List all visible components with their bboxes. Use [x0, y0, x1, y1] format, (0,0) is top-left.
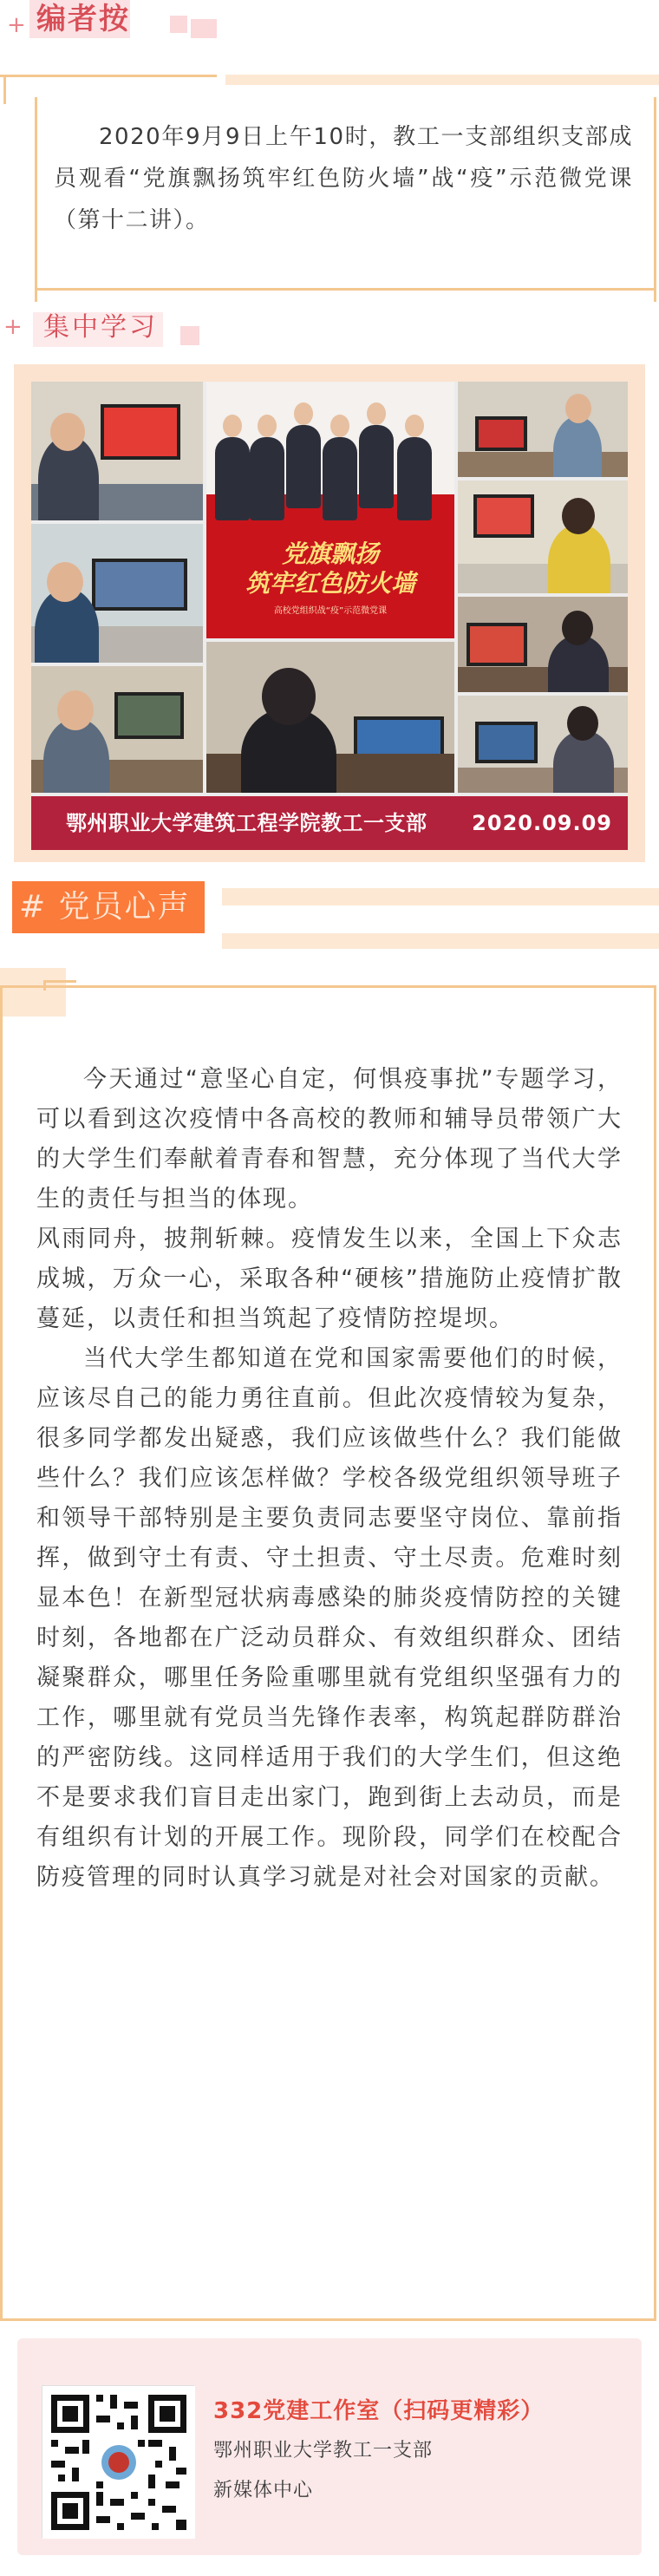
poster-figure [397, 437, 432, 520]
qr-code-graphic [42, 2386, 195, 2539]
body-paragraph: 当代大学生都知道在党和国家需要他们的时候，应该尽自己的能力勇往直前。但此次疫情较为复杂，很多同学都发出疑惑，我们应该做些什么？我们能做些什么？我们应该怎样做？学校各级党组织领导班子和领导干部特别是主要负责同志要坚守岗位、靠前指挥，做到守土有责、守土担责、守土尽责。危难时刻显本色！在新型冠状病毒感染的肺炎疫情防控的关键时刻，各地都在广泛动员群众、有效组织群众、团结凝聚群众，哪里任务险重哪里就有党组织坚强有力的工作，哪里就有党员当先锋作表率，构筑起群防群治的严密防线。这同样适用于我们的大学生们，但这绝不是要求我们盲目走出家门，跑到街上去动员，而是有组织有计划的开展工作。现阶段，同学们在校配合防疫管理的同时认真学习就是对社会对国家的贡献。 [36, 1345, 623, 1891]
frame-line [35, 97, 37, 302]
poster-title-line2: 筑牢红色防火墙 [245, 569, 415, 598]
decor-square [180, 326, 199, 345]
poster-figure [359, 425, 394, 508]
photo-member-watching [31, 666, 203, 793]
member-voice-title: # 党员心声 [19, 889, 191, 925]
body-paragraph: 今天通过“意坚心自定，何惧疫事扰”专题学习，可以看到这次疫情中各高校的教师和辅导员带领广大的大学生们奉献着青春和智慧，充分体现了当代大学生的责任与担当的体现。 [36, 1066, 623, 1213]
poster-figure [323, 437, 357, 520]
member-voice-tag [12, 881, 205, 933]
media-center: 新媒体中心 [213, 2480, 314, 2501]
editor-note-text: 2020年9月9日上午10时，教工一支部组织支部成员观看“党旗飘扬筑牢红色防火墙”战“疫”示范微党课（第十二讲）。 [54, 124, 633, 233]
frame-line [654, 985, 656, 2321]
decor-bar [222, 888, 659, 906]
qr-code-icon[interactable] [42, 2385, 194, 2538]
decor-square [191, 19, 217, 38]
studio-name: 332党建工作室（扫码更精彩） [213, 2398, 545, 2424]
poster-figure [250, 437, 284, 520]
frame-line [654, 97, 656, 302]
plus-icon: + [7, 12, 26, 38]
footer-card [17, 2338, 642, 2555]
decor-block [0, 968, 66, 1017]
collage-caption: 鄂州职业大学建筑工程学院教工一支部 [66, 811, 427, 835]
poster-title [206, 539, 454, 598]
frame-line [0, 985, 656, 988]
photo-member-watching [458, 481, 628, 593]
decor-bar [225, 75, 659, 85]
study-title: 集中学习 [43, 312, 158, 343]
plus-icon: + [3, 314, 23, 340]
editor-note-header [0, 0, 659, 43]
frame-line [0, 2318, 656, 2321]
body-paragraph: 风雨同舟，披荆斩棘。疫情发生以来，全国上下众志成城，万众一心，采取各种“硬核”措施防止疫情扩散蔓延，以责任和担当筑起了疫情防控堤坝。 [36, 1226, 623, 1332]
editor-note-title: 编者按 [36, 2, 130, 36]
photo-member-watching [31, 524, 203, 663]
frame-line [0, 985, 3, 2321]
branch-name: 鄂州职业大学教工一支部 [213, 2440, 434, 2462]
collage-caption-bar [31, 796, 628, 850]
study-photo-collage [31, 382, 628, 850]
decor-bar [222, 933, 659, 949]
photo-member-watching [206, 642, 454, 793]
photo-member-watching [31, 382, 203, 520]
poster-figure [286, 425, 321, 508]
photo-member-watching [458, 382, 628, 477]
collage-date: 2020.09.09 [472, 811, 612, 835]
poster-title-line1: 党旗飘扬 [281, 539, 379, 568]
decor-square [170, 16, 187, 33]
frame-line [0, 75, 217, 77]
photo-member-watching [458, 597, 628, 692]
frame-line [3, 75, 6, 104]
editor-note-box [0, 75, 659, 288]
member-voice-body [36, 1060, 623, 1898]
photo-member-watching [458, 696, 628, 793]
poster-figure [215, 437, 250, 520]
frame-line [35, 288, 656, 291]
poster-subtitle: 高校党组织战“疫”示范微党课 [273, 606, 388, 616]
lecture-poster [206, 382, 454, 638]
